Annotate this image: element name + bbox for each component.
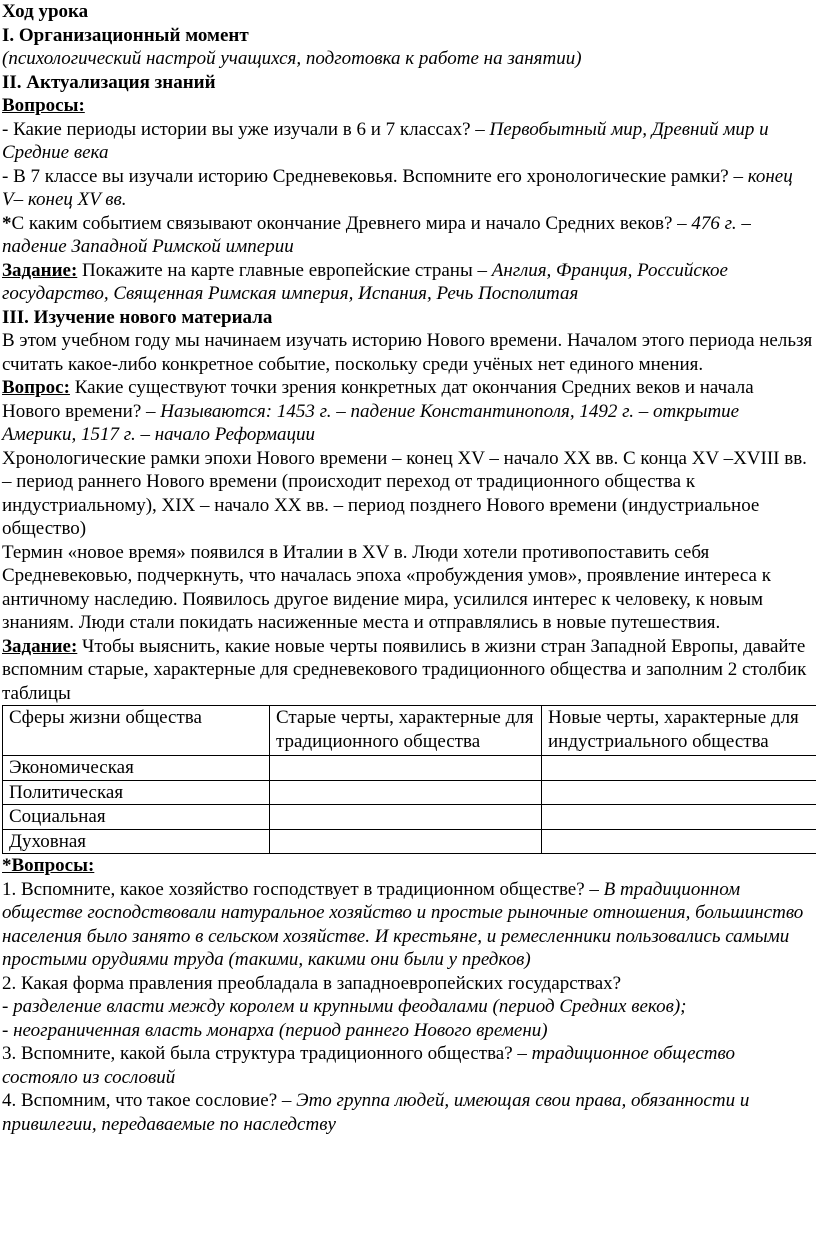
answer-4-2a: - разделение власти между королем и крупными феодалами (период Средних веков); (2, 996, 687, 1017)
table-cell: Политическая (3, 780, 270, 805)
question-3: *С каким событием связывают окончание Древнего мира и начало Средних веков? – 476 г. – падение Западной Римской империи (2, 212, 751, 257)
task-1: Задание: Покажите на карте главные европейские страны – Англия, Франция, Российское государство, Священная Римская империя, Испания, Речь Посполитая (2, 259, 728, 304)
question-1: - Какие периоды истории вы уже изучали в 6 и 7 классах? – Первобытный мир, Древний мир и Средние века (2, 118, 769, 163)
table-cell: Социальная (3, 805, 270, 830)
task-1-answer: Англия, Франция, Российское государство, Священная Римская империя, Испания, Речь Посполитая (2, 259, 728, 304)
table-cell[interactable] (542, 780, 816, 805)
society-spheres-table (2, 705, 816, 854)
table-row (3, 756, 816, 781)
table-cell: Экономическая (3, 756, 270, 781)
question-4-3: 3. Вспомните, какой была структура традиционного общества? – традиционное общество состояло из сословий (2, 1043, 735, 1088)
question-dates-answer: Называются: 1453 г. – падение Константинополя, 1492 г. – открытие Америки, 1517 г. – начало Реформации (2, 400, 740, 445)
answer-3: 476 г. – падение Западной Римской империи (2, 212, 751, 257)
answer-1: Первобытный мир, Древний мир и Средние века (2, 118, 769, 163)
question-4-4: 4. Вспомним, что такое сословие? – Это группа людей, имеющая свои права, обязанности и привилегии, передаваемые по наследству (2, 1090, 750, 1135)
answer-4-1: В традиционном обществе господствовали натуральное хозяйство и простые рыночные отношения, большинство населения было занято в сельском хозяйстве. И крестьяне, и ремесленники пользовались самыми простыми орудиями труда (такими, какими они были у предков) (2, 878, 804, 970)
answer-4-3: традиционное общество состояло из сословий (2, 1043, 735, 1088)
question-dates: Вопрос: Какие существуют точки зрения конкретных дат окончания Средних веков и начала Нового времени? – Называются: 1453 г. – падение Константинополя, 1492 г. – открытие Америки, 1517 г. – начало Реформации (2, 377, 754, 445)
table-cell[interactable] (270, 780, 542, 805)
table-header-cell: Старые черты, характерные для традиционного общества (270, 706, 542, 756)
table-cell[interactable] (542, 829, 816, 854)
question-2: - В 7 классе вы изучали историю Средневековья. Вспомните его хронологические рамки? – конец V– конец XV вв. (2, 165, 793, 210)
table-row (3, 805, 816, 830)
table-header-row (3, 706, 816, 756)
section-1-note: (психологический настрой учащихся, подготовка к работе на занятии) (2, 48, 582, 69)
answer-4-2b: - неограниченная власть монарха (период раннего Нового времени) (2, 1019, 548, 1041)
question-4-1: 1. Вспомните, какое хозяйство господствует в традиционном обществе? – В традиционном обществе господствовали натуральное хозяйство и простые рыночные отношения, большинство населения было занято в сельском хозяйстве. И крестьяне, и ремесленники пользовались самыми простыми орудиями труда (такими, какими они были у предков) (2, 878, 804, 970)
paragraph-3: Термин «новое время» появился в Италии в XV в. Люди хотели противопоставить себя Средневековью, подчеркнуть, что началась эпоха «пробуждения умов», проявление интереса к античному наследию. Появилось другое видение мира, усилился интерес к человеку, к новым знаниям. Люди стали покидать насиженные места и отправлялись в новые путешествия. (2, 541, 771, 633)
table-cell[interactable] (542, 756, 816, 781)
table-cell: Духовная (3, 829, 270, 854)
question-4-2: 2. Какая форма правления преобладала в западноевропейских государствах? (2, 972, 622, 994)
questions-label: Вопросы: (2, 95, 85, 116)
table-cell[interactable] (270, 756, 542, 781)
table-cell[interactable] (542, 805, 816, 830)
document-title: Ход урока (2, 1, 89, 22)
table-row (3, 829, 816, 854)
section-2-heading: II. Актуализация знаний (2, 71, 216, 93)
answer-4-4: Это группа людей, имеющая свои права, обязанности и привилегии, передаваемые по наследству (2, 1090, 750, 1135)
section-1-heading: I. Организационный момент (2, 24, 249, 46)
table-cell[interactable] (270, 805, 542, 830)
table-header-cell: Сферы жизни общества (3, 706, 270, 756)
section-3-heading: III. Изучение нового материала (2, 306, 273, 328)
table-row (3, 780, 816, 805)
paragraph-2: Хронологические рамки эпохи Нового времени – конец XV – начало XX вв. С конца XV –XVIII вв. – период раннего Нового времени (происходит переход от традиционного общества к индустриальному), XIX – начало XX вв. – период позднего Нового времени (индустриальное общество) (2, 447, 807, 539)
paragraph-1: В этом учебном году мы начинаем изучать историю Нового времени. Началом этого периода нельзя считать какое-либо конкретное событие, поскольку среди учёных нет единого мнения. (2, 330, 813, 375)
answer-2: – конец V– конец XV вв. (2, 165, 793, 210)
task-2: Задание: Чтобы выяснить, какие новые черты появились в жизни стран Западной Европы, давайте вспомним старые, характерные для средневекового традиционного общества и заполним 2 столбик таблицы (2, 635, 807, 704)
table-header-cell: Новые черты, характерные для индустриального общества (542, 706, 816, 756)
questions-label-2: *Вопросы: (2, 855, 95, 876)
table-cell[interactable] (270, 829, 542, 854)
